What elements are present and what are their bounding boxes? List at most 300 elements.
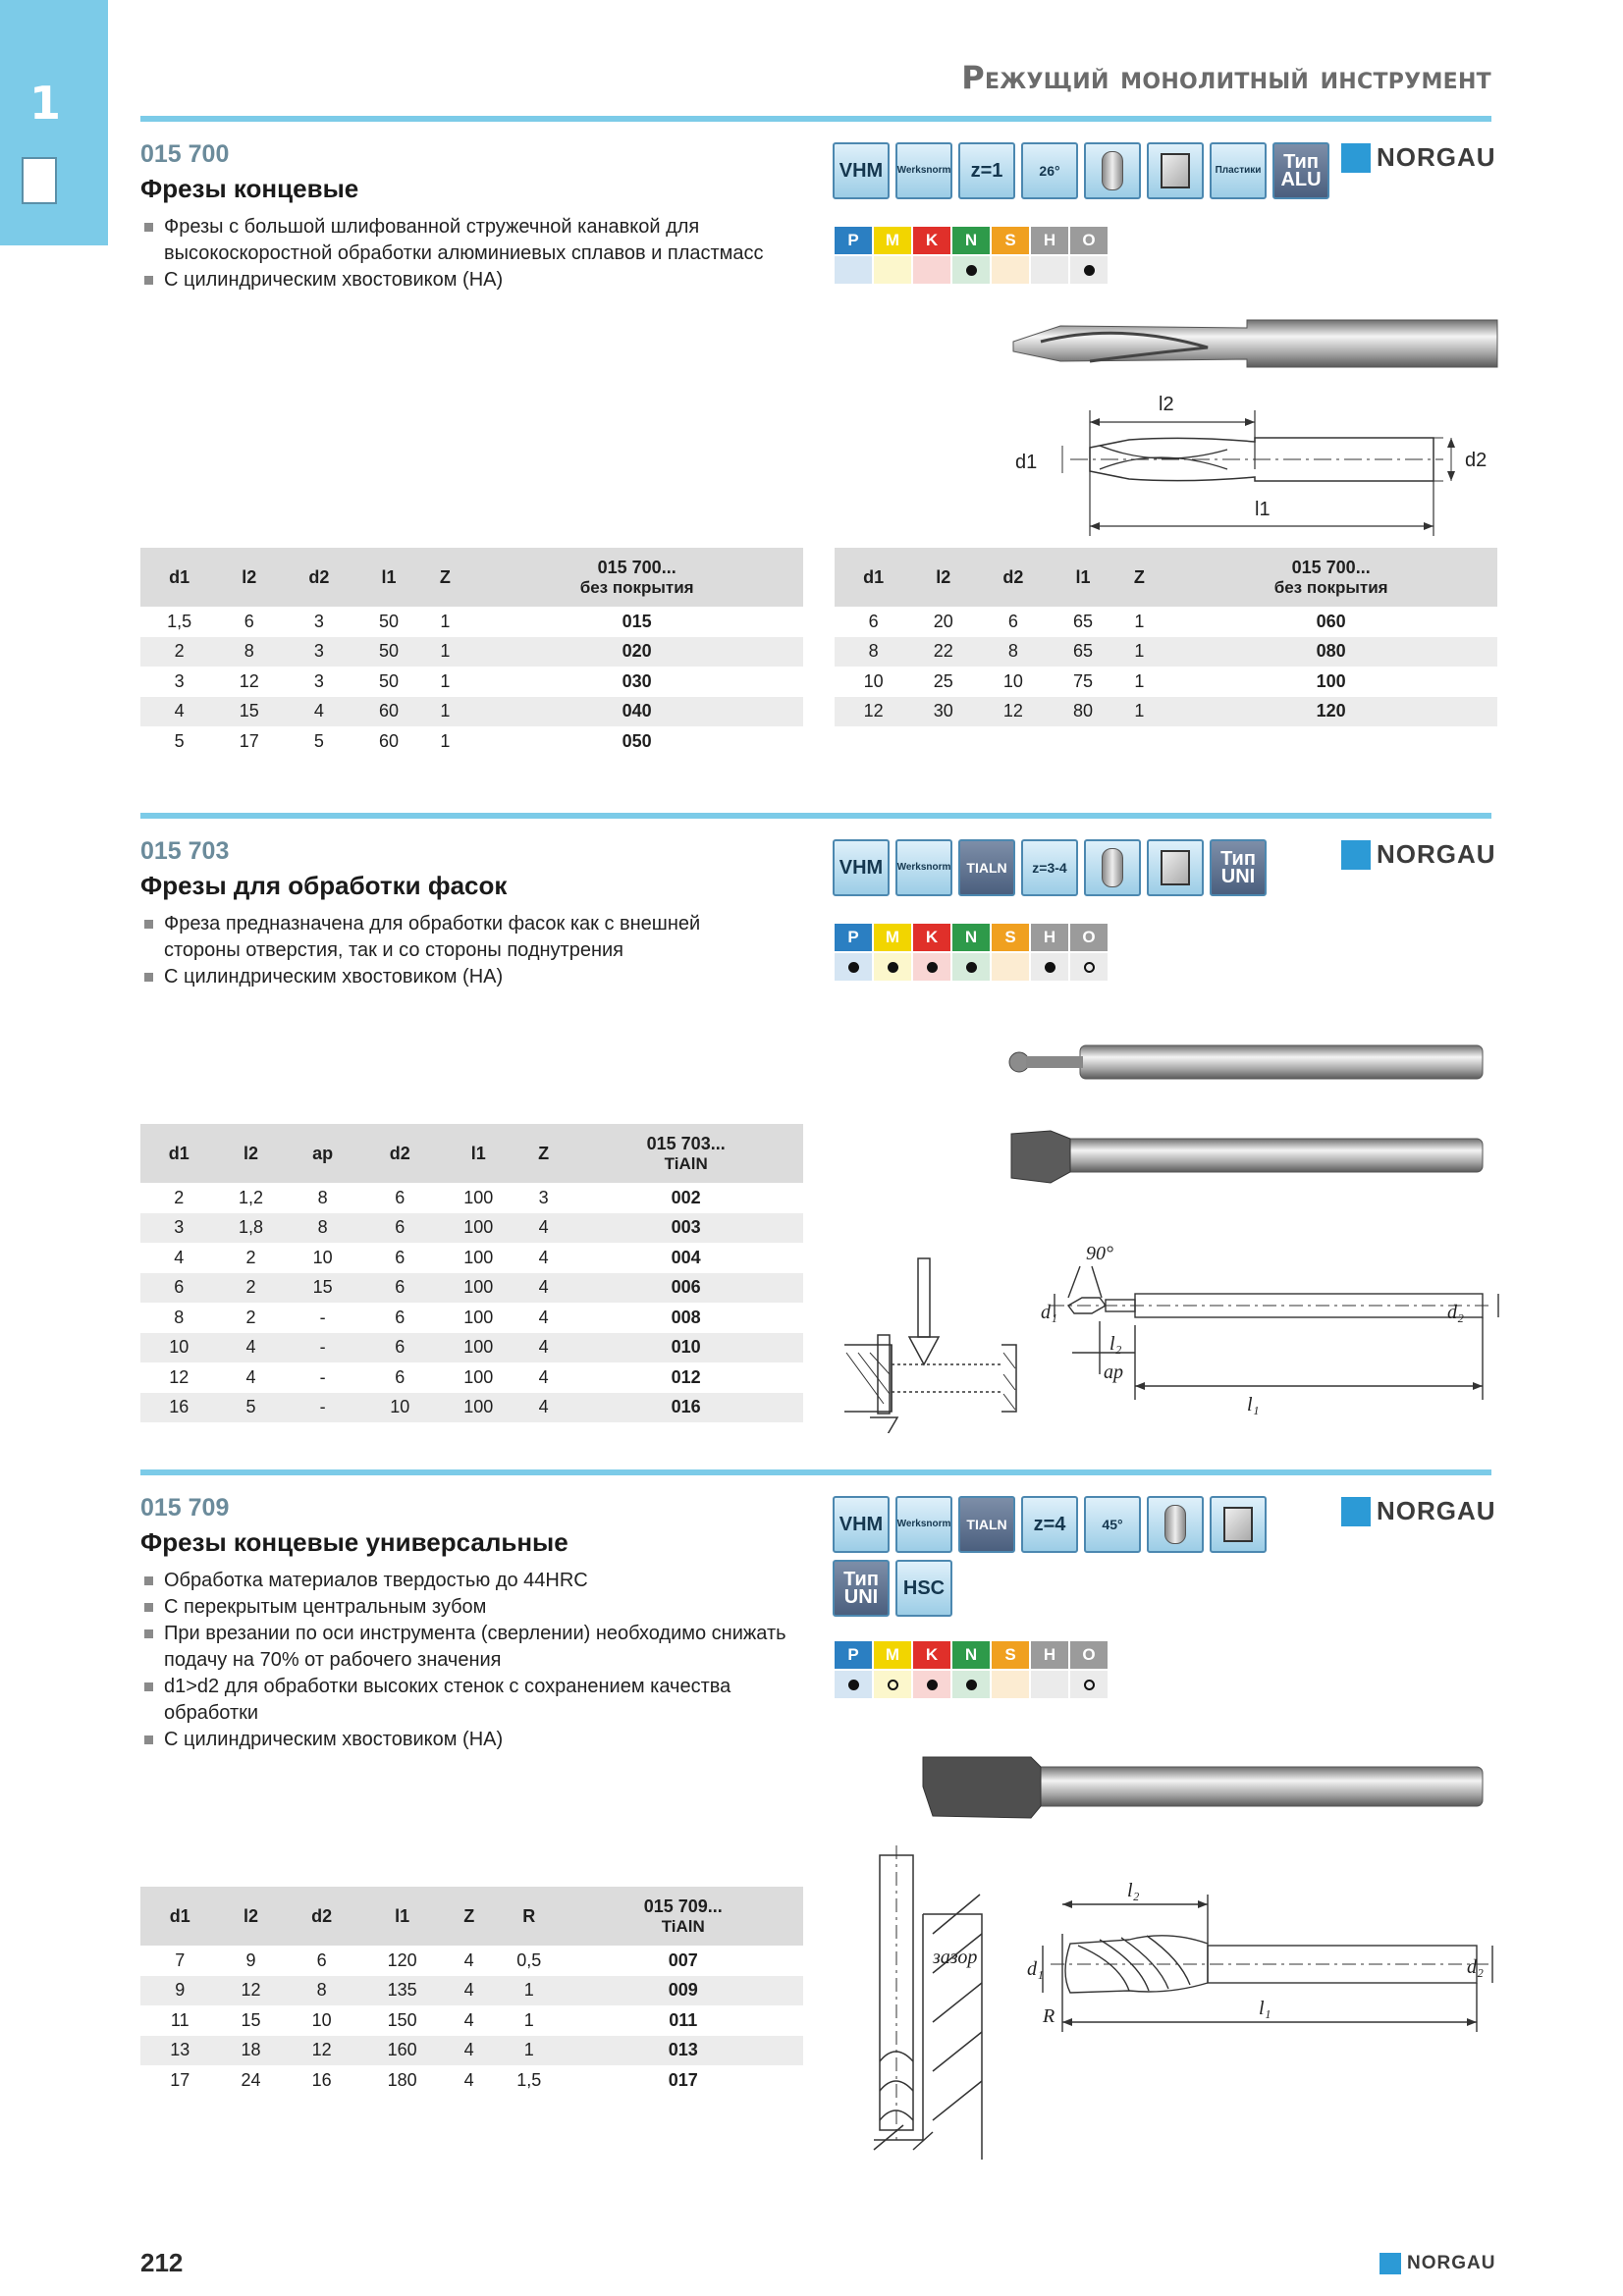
tool-drawing	[1001, 312, 1502, 558]
table-cell: 4	[280, 697, 357, 727]
col-header: d2	[974, 548, 1052, 607]
table-cell: 25	[933, 670, 953, 691]
material-group-h: H	[1031, 227, 1068, 254]
section-title: Фрезы концевые универсальные	[140, 1527, 568, 1557]
table-cell: -	[319, 1366, 326, 1387]
table-cell: 12	[835, 697, 912, 727]
table-cell: 5	[174, 730, 185, 751]
table-cell: 6	[361, 1273, 439, 1304]
material-group-m: M	[874, 1641, 911, 1669]
col-header: l2	[220, 1887, 283, 1946]
order-code-cell: 080	[1164, 637, 1497, 667]
table-cell: 1	[1113, 637, 1164, 667]
feature-list	[140, 214, 847, 294]
table-cell: 5	[218, 1393, 285, 1423]
table-cell: 15	[218, 697, 280, 727]
order-code-cell: 030	[622, 670, 652, 691]
table-row	[140, 1303, 803, 1333]
dim-l1-label: l₁	[1259, 1998, 1271, 2019]
section-code: 015 703	[140, 837, 230, 865]
material-group-p: P	[835, 1641, 872, 1669]
suitable-dot-icon	[888, 1680, 898, 1690]
dim-l2-label: l₂	[1127, 1880, 1140, 1901]
material-group-m: M	[874, 227, 911, 254]
code-header: 015 703...	[646, 1133, 726, 1153]
material-group-n: N	[952, 924, 990, 951]
table-cell: 1	[1113, 697, 1164, 727]
table-cell: 100	[463, 1366, 494, 1387]
table-cell: 65	[1072, 611, 1093, 631]
material-suitability-cell	[835, 1671, 872, 1698]
order-code-cell: 006	[568, 1273, 803, 1304]
table-cell: 3	[313, 611, 324, 631]
col-header: d1	[140, 548, 218, 607]
werksnorm-badge: Werksnorm	[895, 1496, 952, 1553]
table-cell: 6	[395, 1247, 406, 1267]
helix-angle-badge: 26°	[1021, 142, 1078, 199]
col-header: ap	[284, 1124, 361, 1183]
material-suitability-cell	[835, 256, 872, 284]
material-group-n: N	[952, 1641, 990, 1669]
table-row	[140, 1213, 803, 1244]
gap-label: зазор	[933, 1947, 978, 1968]
recommended-dot-icon	[848, 1680, 859, 1690]
table-cell: 60	[358, 697, 420, 727]
table-cell: 30	[912, 697, 974, 727]
table-cell: 180	[387, 2069, 417, 2090]
col-header: l1	[361, 1887, 443, 1946]
table-cell: 10	[1002, 670, 1023, 691]
material-suitability-cell	[1031, 256, 1068, 284]
table-cell: 7	[175, 1949, 186, 1970]
table-cell: 2	[245, 1247, 256, 1267]
logo-text: NORGAU	[1407, 2253, 1496, 2273]
col-header-code	[470, 548, 803, 607]
table-cell: 10	[312, 1247, 333, 1267]
table-cell: 9	[245, 1949, 256, 1970]
table-cell: -	[319, 1307, 326, 1327]
table-row	[140, 697, 803, 727]
table-row	[835, 697, 1497, 727]
cylinder-shank-icon	[1084, 142, 1141, 199]
hsc-badge: HSC	[895, 1560, 952, 1617]
table-cell: 1	[523, 2009, 534, 2030]
table-cell: 6	[316, 1949, 327, 1970]
material-group-k: K	[913, 924, 950, 951]
coating-header: без покрытия	[579, 577, 694, 597]
flute-icon	[1147, 142, 1204, 199]
table-row	[140, 607, 803, 637]
werksnorm-badge: Werksnorm	[895, 142, 952, 199]
logo-square	[1341, 1497, 1371, 1526]
table-cell: 8	[218, 637, 280, 667]
dim-d1-label: d1	[1015, 452, 1038, 473]
col-header: d1	[835, 548, 912, 607]
table-row	[140, 1362, 803, 1393]
table-cell: 0,5	[516, 1949, 542, 1970]
coating-badge: TIALN	[958, 839, 1015, 896]
table-cell: 4	[463, 2069, 474, 2090]
col-header-code	[1164, 548, 1497, 607]
table-cell: 1	[419, 637, 470, 667]
angle-label: 90°	[1086, 1243, 1113, 1264]
vhm-badge: VHM	[833, 142, 890, 199]
flute-icon	[1147, 839, 1204, 896]
page-number: 212	[140, 2248, 184, 2277]
table-cell: 4	[538, 1307, 549, 1327]
table-cell: 8	[284, 1213, 361, 1244]
tool-drawing	[835, 1737, 1502, 2160]
table-cell: 17	[239, 730, 259, 751]
order-code-cell: 004	[671, 1247, 701, 1267]
table-cell: 4	[443, 1976, 495, 2006]
material-group-o: O	[1070, 227, 1108, 254]
table-cell: 100	[439, 1213, 518, 1244]
table-cell: 135	[361, 1976, 443, 2006]
table-cell: 2	[174, 1187, 185, 1207]
teeth-count-badge: z=1	[958, 142, 1015, 199]
table-cell: 100	[463, 1187, 494, 1207]
order-code-cell: 011	[669, 2009, 698, 2030]
table-row	[140, 1393, 803, 1423]
recommended-dot-icon	[927, 1680, 938, 1690]
table-cell: 75	[1072, 670, 1093, 691]
table-cell: 15	[241, 2009, 261, 2030]
table-cell: 8	[174, 1307, 185, 1327]
table-cell: 4	[518, 1333, 568, 1363]
table-cell: 11	[170, 2009, 189, 2030]
table-cell: 8	[317, 1187, 328, 1207]
section-rule	[140, 1469, 1491, 1475]
material-suitability-cell	[874, 1671, 911, 1698]
logo-text: NORGAU	[1377, 1496, 1496, 1525]
table-row	[140, 1183, 803, 1213]
flute-icon	[1210, 1496, 1267, 1553]
feature-item: С цилиндрическим хвостовиком (НА)	[140, 1727, 788, 1753]
recommended-dot-icon	[888, 962, 898, 973]
code-header: 015 700...	[597, 557, 676, 577]
col-header: l1	[439, 1124, 518, 1183]
order-code-cell: 015	[622, 611, 652, 631]
spec-table	[140, 1887, 803, 2096]
order-code-cell: 013	[564, 2036, 803, 2066]
table-cell: 24	[241, 2069, 261, 2090]
col-header: Z	[1113, 548, 1164, 607]
table-cell: 12	[169, 1366, 189, 1387]
table-cell: 50	[378, 670, 399, 691]
feature-item: С перекрытым центральным зубом	[140, 1594, 788, 1621]
material-suitability-cell	[992, 256, 1029, 284]
order-code-cell: 120	[1164, 697, 1497, 727]
dim-d2-label: d₂	[1467, 1956, 1484, 1978]
dim-l2-label: l₂	[1109, 1333, 1122, 1355]
order-code-cell: 060	[1316, 611, 1346, 631]
col-header-code	[568, 1124, 803, 1183]
table-cell: 1,5	[516, 2069, 542, 2090]
material-group-h: H	[1031, 924, 1068, 951]
col-header: l1	[1053, 548, 1114, 607]
table-row	[140, 667, 803, 697]
badge-row	[833, 1496, 1267, 1553]
table-cell: 4	[443, 2036, 495, 2066]
table-cell: 1	[440, 670, 451, 691]
table-row	[835, 607, 1497, 637]
table-row	[140, 1976, 803, 2006]
table-cell: 12	[239, 670, 259, 691]
material-suitability-cell	[1031, 953, 1068, 981]
table-cell: 6	[868, 611, 879, 631]
badge-row-2	[833, 1560, 952, 1617]
material-suitability-cell	[1070, 256, 1108, 284]
material-suitability-cell	[874, 256, 911, 284]
table-cell: 150	[387, 2009, 417, 2030]
table-cell: 12	[220, 1976, 283, 2006]
table-row	[140, 637, 803, 667]
table-cell: -	[284, 1333, 361, 1363]
table-cell: 1	[1134, 611, 1145, 631]
table-cell: 12	[282, 2036, 361, 2066]
material-group-s: S	[992, 924, 1029, 951]
footer-logo	[1380, 2253, 1495, 2274]
table-row	[835, 667, 1497, 697]
table-cell: 6	[361, 1333, 439, 1363]
suitable-dot-icon	[1084, 1680, 1095, 1690]
material-suitability-cell	[1070, 1671, 1108, 1698]
table-cell: 100	[439, 1273, 518, 1304]
spec-table	[835, 548, 1497, 726]
section-rule	[140, 813, 1491, 819]
table-cell: 6	[395, 1366, 406, 1387]
teeth-count-badge: z=3-4	[1021, 839, 1078, 896]
col-header: l2	[218, 548, 280, 607]
code-header: 015 700...	[1291, 557, 1371, 577]
table-cell: 50	[378, 611, 399, 631]
table-row	[140, 1946, 803, 1976]
logo-text: NORGAU	[1377, 839, 1496, 869]
order-code-cell: 040	[470, 697, 803, 727]
col-header-code	[564, 1887, 803, 1946]
table-row	[140, 2036, 803, 2066]
order-code-cell: 003	[568, 1213, 803, 1244]
order-code-cell: 007	[668, 1949, 698, 1970]
material-suitability-cell	[952, 256, 990, 284]
table-cell: 4	[174, 1247, 185, 1267]
feature-item: С цилиндрическим хвостовиком (НА)	[140, 267, 847, 294]
order-code-cell: 100	[1316, 670, 1346, 691]
col-header: d2	[361, 1124, 439, 1183]
feature-item: При врезании по оси инструмента (сверлении) необходимо снижать подачу на 70% от рабочего значения	[140, 1621, 788, 1674]
material-table	[835, 1641, 1108, 1698]
vhm-badge: VHM	[833, 839, 890, 896]
material-suitability-cell	[952, 1671, 990, 1698]
recommended-dot-icon	[966, 962, 977, 973]
order-code-cell: 002	[671, 1187, 701, 1207]
table-cell: 4	[218, 1333, 285, 1363]
material-group-o: O	[1070, 924, 1108, 951]
material-group-k: K	[913, 227, 950, 254]
feature-list	[140, 911, 769, 990]
table-cell: 6	[395, 1187, 406, 1207]
table-cell: 10	[863, 670, 884, 691]
vhm-badge: VHM	[833, 1496, 890, 1553]
dim-d2-label: d2	[1465, 450, 1488, 471]
coating-badge: TIALN	[958, 1496, 1015, 1553]
table-cell: 65	[1053, 637, 1114, 667]
table-cell: 22	[912, 637, 974, 667]
table-cell: -	[284, 1393, 361, 1423]
werksnorm-badge: Werksnorm	[895, 839, 952, 896]
table-cell: 1,8	[218, 1213, 285, 1244]
order-code-cell: 020	[470, 637, 803, 667]
dim-l2-label: l2	[1159, 394, 1174, 415]
feature-item: С цилиндрическим хвостовиком (НА)	[140, 964, 769, 990]
recommended-dot-icon	[848, 962, 859, 973]
table-cell: 1	[1134, 670, 1145, 691]
table-row	[140, 2065, 803, 2096]
recommended-dot-icon	[927, 962, 938, 973]
table-cell: 17	[170, 2069, 190, 2090]
badge-row	[833, 839, 1267, 896]
norgau-logo	[1341, 142, 1496, 173]
table-cell: 50	[358, 637, 420, 667]
table-cell: 9	[140, 1976, 220, 2006]
material-suitability-cell	[913, 256, 950, 284]
material-suitability-cell	[952, 953, 990, 981]
table-cell: 3	[174, 670, 185, 691]
coating-header: без покрытия	[1273, 577, 1388, 597]
col-header: l1	[358, 548, 420, 607]
tab-notch	[93, 196, 108, 221]
order-code-cell: 009	[564, 1976, 803, 2006]
table-cell: 8	[282, 1976, 361, 2006]
table-cell: 12	[974, 697, 1052, 727]
suitable-dot-icon	[1084, 962, 1095, 973]
table-cell: 6	[395, 1307, 406, 1327]
col-header: R	[495, 1887, 563, 1946]
order-code-cell: 008	[671, 1307, 701, 1327]
recommended-dot-icon	[966, 1680, 977, 1690]
material-group-h: H	[1031, 1641, 1068, 1669]
col-header: d1	[140, 1124, 218, 1183]
section-title: Фрезы концевые	[140, 174, 359, 203]
logo-square	[1341, 840, 1371, 870]
table-cell: 10	[361, 1393, 439, 1423]
table-cell: 10	[140, 1333, 218, 1363]
table-cell: 100	[463, 1247, 494, 1267]
chapter-tab	[0, 0, 108, 245]
material-suitability-cell	[1070, 953, 1108, 981]
table-cell: 60	[378, 730, 399, 751]
dim-d2-label: d₂	[1447, 1302, 1464, 1323]
dim-r-label: R	[1043, 2005, 1055, 2027]
badge-row	[833, 142, 1329, 199]
order-code-cell: 012	[671, 1366, 701, 1387]
table-cell: 100	[463, 1307, 494, 1327]
table-cell: 100	[439, 1333, 518, 1363]
section-title: Фрезы для обработки фасок	[140, 871, 508, 900]
plastics-badge: Пластики	[1210, 142, 1267, 199]
table-cell: 4	[518, 1393, 568, 1423]
feature-item: d1>d2 для обработки высоких стенок с сохранением качества обработки	[140, 1674, 788, 1727]
material-suitability-cell	[913, 1671, 950, 1698]
dim-d1-label: d₁	[1041, 1302, 1057, 1323]
logo-square	[1380, 2253, 1401, 2274]
table-cell: 10	[311, 2009, 332, 2030]
recommended-dot-icon	[1084, 265, 1095, 276]
table-row	[140, 1333, 803, 1363]
table-cell: 4	[463, 1949, 474, 1970]
table-cell: 6	[140, 1273, 218, 1304]
header-rule	[140, 116, 1491, 122]
table-cell: 1	[495, 1976, 563, 2006]
order-code-cell: 016	[568, 1393, 803, 1423]
table-cell: 16	[140, 1393, 218, 1423]
material-suitability-cell	[992, 1671, 1029, 1698]
type-badge: Тип ALU	[1272, 142, 1329, 199]
feature-list	[140, 1568, 788, 1753]
col-header: Z	[518, 1124, 568, 1183]
spec-table	[140, 1124, 803, 1422]
material-group-s: S	[992, 1641, 1029, 1669]
order-code-cell: 050	[622, 730, 652, 751]
table-row	[835, 637, 1497, 667]
table-cell: 13	[140, 2036, 220, 2066]
dim-d1-label: d₁	[1027, 1958, 1044, 1980]
feature-item: Фрезы с большой шлифованной стружечной канавкой для высокоскоростной обработки алюминиевых сплавов и пластмасс	[140, 214, 847, 267]
type-badge: Тип UNI	[1210, 839, 1267, 896]
table-cell: 6	[243, 611, 254, 631]
table-cell: 160	[361, 2036, 443, 2066]
table-cell: 15	[284, 1273, 361, 1304]
section-code: 015 709	[140, 1494, 230, 1522]
recommended-dot-icon	[966, 265, 977, 276]
col-header: l2	[912, 548, 974, 607]
coating-header: TiAlN	[664, 1153, 708, 1173]
material-group-n: N	[952, 227, 990, 254]
type-badge: Тип UNI	[833, 1560, 890, 1617]
table-row	[140, 1243, 803, 1273]
material-table	[835, 227, 1108, 284]
material-suitability-cell	[874, 953, 911, 981]
feature-item: Фреза предназначена для обработки фасок как с внешней стороны отверстия, так и со стороны поднутрения	[140, 911, 769, 964]
table-cell: 8	[835, 637, 912, 667]
tool-drawing	[835, 1041, 1502, 1433]
table-cell: 4	[245, 1366, 256, 1387]
table-cell: 100	[439, 1393, 518, 1423]
table-cell: 3	[313, 670, 324, 691]
material-group-o: O	[1070, 1641, 1108, 1669]
teeth-count-badge: z=4	[1021, 1496, 1078, 1553]
table-cell: 4	[538, 1247, 549, 1267]
feature-item: Обработка материалов твердостью до 44HRC	[140, 1568, 788, 1594]
table-row	[140, 726, 803, 757]
recommended-dot-icon	[1045, 962, 1055, 973]
material-suitability-cell	[1031, 1671, 1068, 1698]
table-cell: 4	[538, 1366, 549, 1387]
col-header: l2	[218, 1124, 285, 1183]
col-header: Z	[419, 548, 470, 607]
table-row	[140, 1273, 803, 1304]
material-group-p: P	[835, 924, 872, 951]
spec-table	[140, 548, 803, 757]
order-code-cell: 017	[668, 2069, 698, 2090]
table-cell: 3	[280, 637, 357, 667]
material-table	[835, 924, 1108, 981]
code-header: 015 709...	[643, 1896, 723, 1916]
table-cell: 1	[419, 697, 470, 727]
col-header: d2	[282, 1887, 361, 1946]
cylinder-shank-icon	[1147, 1496, 1204, 1553]
